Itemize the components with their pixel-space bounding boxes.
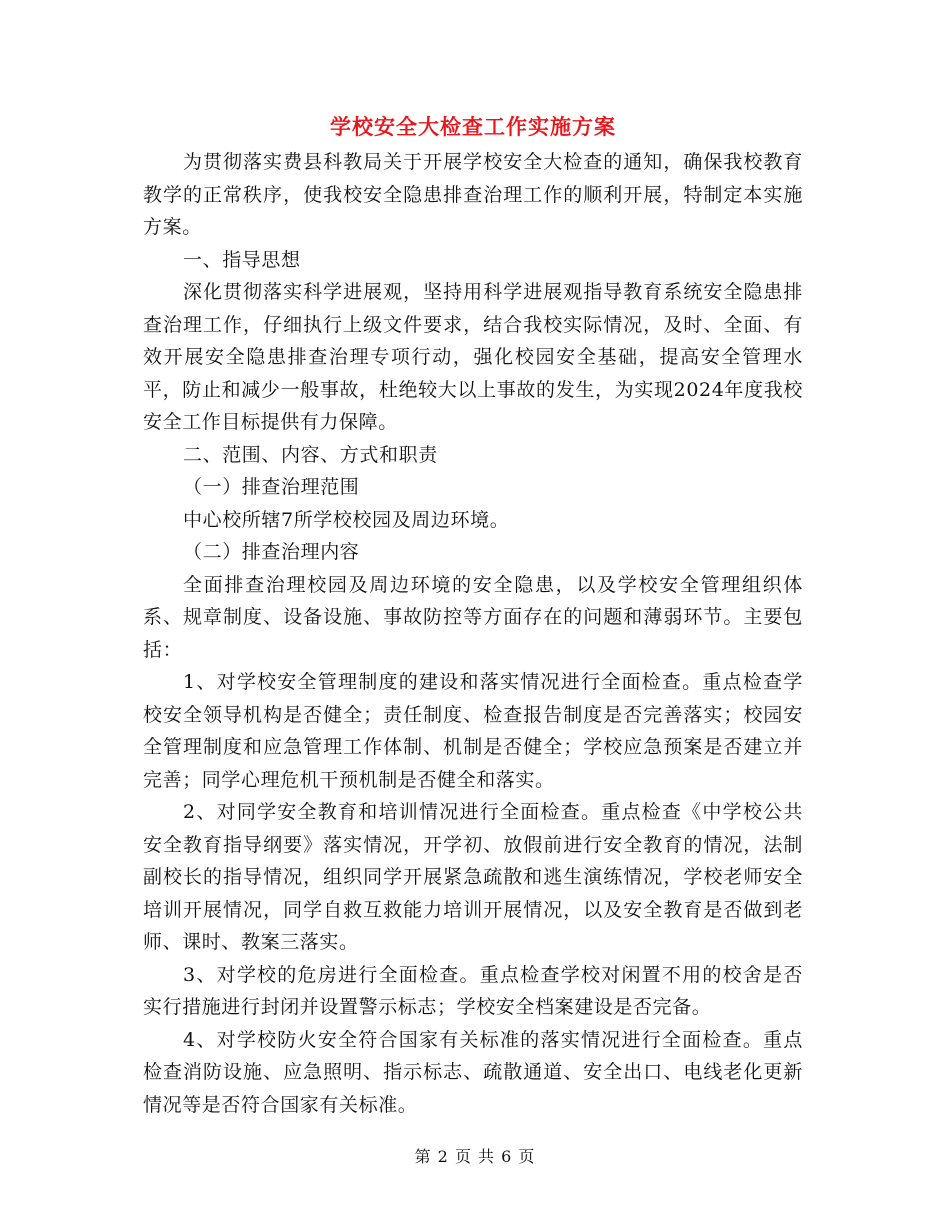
body-paragraph: 4、对学校防火安全符合国家有关标准的落实情况进行全面检查。重点检查消防设施、应急照明、指示标志、疏散通道、安全出口、电线老化更新情况等是否符合国家有关标准。: [143, 1028, 803, 1116]
document-body: [143, 108, 803, 1121]
body-paragraph: 3、对学校的危房进行全面检查。重点检查学校对闲置不用的校舍是否实行措施进行封闭并设置警示标志；学校安全档案建设是否完备。: [143, 963, 803, 1018]
body-paragraph: 一、指导思想: [183, 248, 301, 271]
body-paragraph: 2、对同学安全教育和培训情况进行全面检查。重点检查《中学校公共安全教育指导纲要》落实情况，开学初、放假前进行安全教育的情况，法制副校长的指导情况，组织同学开展紧急疏散和逃生演练情况，学校老师安全培训开展情况，同学自救互救能力培训开展情况，以及安全教育是否做到老师、课时、教案三落实。: [143, 801, 803, 953]
document-title: 学校安全大检查工作实施方案: [330, 114, 616, 139]
paragraph-list: [143, 146, 803, 1121]
body-paragraph: 深化贯彻落实科学进展观，坚持用科学进展观指导教育系统安全隐患排查治理工作，仔细执行上级文件要求，结合我校实际情况，及时、全面、有效开展安全隐患排查治理专项行动，强化校园安全基础，提高安全管理水平，防止和减少一般事故，杜绝较大以上事故的发生，为实现2024年度我校安全工作目标提供有力保障。: [143, 281, 803, 433]
page-footer: 第 2 页 共 6 页: [414, 1147, 536, 1166]
body-paragraph: 二、范围、内容、方式和职责: [183, 443, 438, 466]
body-paragraph: 全面排查治理校园及周边环境的安全隐患，以及学校安全管理组织体系、规章制度、设备设施、事故防控等方面存在的问题和薄弱环节。主要包括：: [143, 573, 803, 661]
body-paragraph: 为贯彻落实费县科教局关于开展学校安全大检查的通知，确保我校教育教学的正常秩序，使我校安全隐患排查治理工作的顺利开展，特制定本实施方案。: [143, 151, 803, 238]
body-paragraph: 1、对学校安全管理制度的建设和落实情况进行全面检查。重点检查学校安全领导机构是否健全；责任制度、检查报告制度是否完善落实；校园安全管理制度和应急管理工作体制、机制是否健全；学校应急预案是否建立并完善；同学心理危机干预机制是否健全和落实。: [143, 671, 803, 791]
body-paragraph: （二）排查治理内容: [183, 541, 360, 563]
body-paragraph: （一）排查治理范围: [183, 476, 360, 498]
body-paragraph: 中心校所辖7所学校校园及周边环境。: [183, 508, 510, 531]
